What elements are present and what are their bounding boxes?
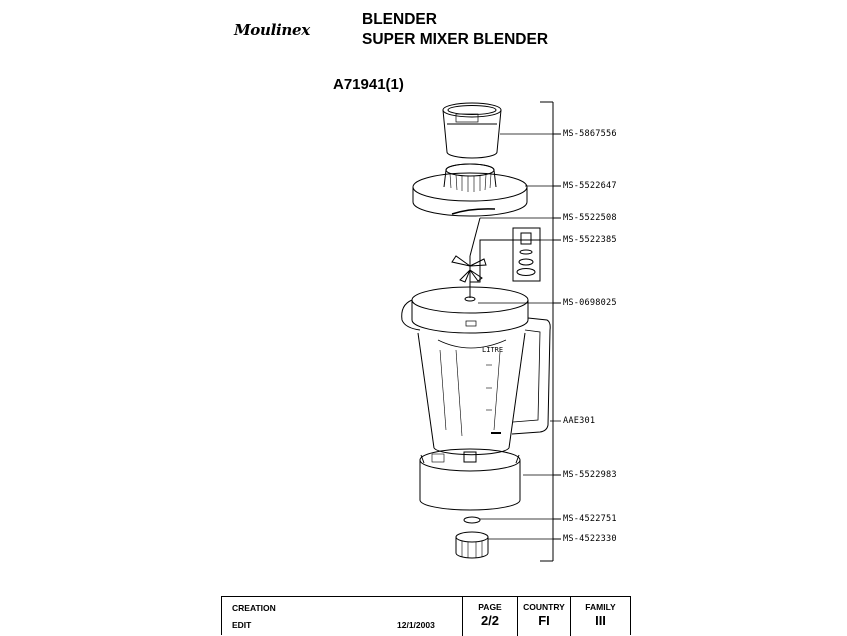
part-number: MS-5522983	[563, 470, 617, 480]
country-label: COUNTRY	[523, 602, 565, 612]
product-subtitle: SUPER MIXER BLENDER	[362, 31, 549, 48]
part-number: MS-4522330	[563, 534, 617, 544]
creation-label: CREATION	[232, 603, 276, 613]
part-number: MS-0698025	[563, 298, 617, 308]
family-cell	[570, 597, 630, 636]
page-label: PAGE	[478, 602, 502, 612]
part-number: MS-4522751	[563, 514, 617, 524]
measuring-cup	[443, 103, 501, 158]
brand-logo: Moulinex	[234, 21, 310, 39]
coupling-nut	[456, 532, 488, 558]
product-title: BLENDER	[362, 11, 437, 28]
blade-assembly	[452, 218, 486, 301]
lid	[413, 164, 527, 216]
seal-kit	[513, 228, 540, 281]
part-number: AAE301	[563, 416, 596, 426]
washer	[464, 517, 480, 523]
part-number: MS-5522508	[563, 213, 617, 223]
jar-marking: LITRE	[482, 346, 504, 354]
part-bracket	[540, 102, 561, 561]
edit-label: EDIT	[232, 620, 252, 630]
model-reference: A71941(1)	[333, 76, 404, 93]
footer-info-table	[221, 596, 631, 635]
family-label: FAMILY	[585, 602, 616, 612]
page-value: 2/2	[480, 613, 500, 628]
part-number: MS-5522385	[563, 235, 617, 245]
family-value: III	[595, 613, 606, 628]
country-cell	[517, 597, 570, 636]
page-cell	[462, 597, 517, 636]
jar-base	[420, 449, 520, 510]
country-value: FI	[538, 613, 550, 628]
part-number: MS-5867556	[563, 129, 617, 139]
edit-date: 12/1/2003	[397, 620, 435, 630]
part-number: MS-5522647	[563, 181, 617, 191]
